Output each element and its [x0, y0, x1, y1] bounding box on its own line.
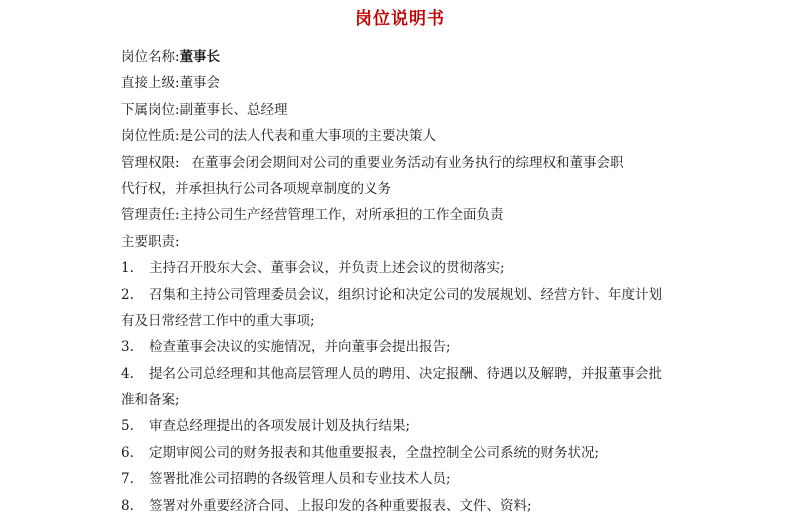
duty-item-continued: 准和备案;: [121, 392, 180, 409]
duty-number: 6.: [121, 444, 134, 461]
duty-text: 定期审阅公司的财务报表和其他重要报表，全盘控制全公司系统的财务状况;: [149, 444, 600, 461]
duty-number: 1.: [121, 260, 134, 277]
field-value: 在董事会闭会期间对公司的重要业务活动有业务执行的综理权和董事会职: [191, 154, 624, 171]
duty-number: 3.: [121, 339, 134, 356]
duty-item: [121, 361, 741, 387]
field-label: 岗位性质:: [121, 128, 180, 145]
duty-number: 4.: [121, 365, 134, 382]
field-nature: [121, 123, 741, 149]
duty-text: 提名公司总经理和其他高层管理人员的聘用、决定报酬、待遇以及解聘，并报董事会批: [149, 365, 662, 382]
field-value: 主持公司生产经营管理工作，对所承担的工作全面负责: [179, 207, 504, 224]
duty-item: [121, 334, 741, 360]
field-value: 董事会: [179, 75, 221, 92]
duty-text: 主持召开股东大会、董事会议，并负责上述会议的贯彻落实;: [149, 260, 505, 277]
duty-text: 签署对外重要经济合同、上报印发的各种重要报表、文件、资料;: [149, 497, 532, 514]
duty-item: [121, 493, 741, 519]
duty-item: [121, 440, 741, 466]
duties-heading: 主要职责:: [121, 233, 180, 250]
field-value: 董事长: [179, 49, 221, 65]
field-position-name: [121, 44, 741, 70]
field-authority: [121, 150, 741, 176]
field-label: 直接上级:: [121, 75, 180, 92]
field-value: 副董事长、总经理: [179, 101, 288, 118]
duty-number: 7.: [121, 471, 134, 488]
field-responsibility: [121, 202, 741, 228]
duty-item: [121, 413, 741, 439]
duty-number: 8.: [121, 497, 134, 514]
duty-item-continued: 有及日常经营工作中的重大事项;: [121, 312, 315, 329]
duty-number: 2.: [121, 286, 134, 303]
duty-text: 检查董事会决议的实施情况，并向董事会提出报告;: [149, 339, 451, 356]
duty-text: 审查总经理提出的各项发展计划及执行结果;: [149, 418, 411, 435]
duty-text: 召集和主持公司管理委员会议，组织讨论和决定公司的发展规划、经营方针、年度计划: [149, 286, 662, 303]
field-label: 下属岗位:: [121, 101, 180, 118]
document-title: 岗位说明书: [355, 9, 445, 29]
duties-list: [121, 255, 741, 519]
field-label: 岗位名称:: [121, 49, 180, 65]
field-authority-continued: [121, 176, 741, 202]
field-value: 是公司的法人代表和重大事项的主要决策人: [179, 128, 437, 145]
field-value: 代行权，并承担执行公司各项规章制度的义务: [121, 180, 391, 197]
field-label: 管理责任:: [121, 207, 180, 224]
duty-number: 5.: [121, 418, 134, 435]
document-body: [121, 44, 741, 519]
field-subordinate: [121, 97, 741, 123]
duty-item: [121, 255, 741, 281]
field-superior: [121, 70, 741, 96]
duty-text: 签署批准公司招聘的各级管理人员和专业技术人员;: [149, 471, 451, 488]
duty-item: [121, 466, 741, 492]
duty-item: [121, 282, 741, 308]
field-label: 管理权限:: [121, 154, 180, 171]
